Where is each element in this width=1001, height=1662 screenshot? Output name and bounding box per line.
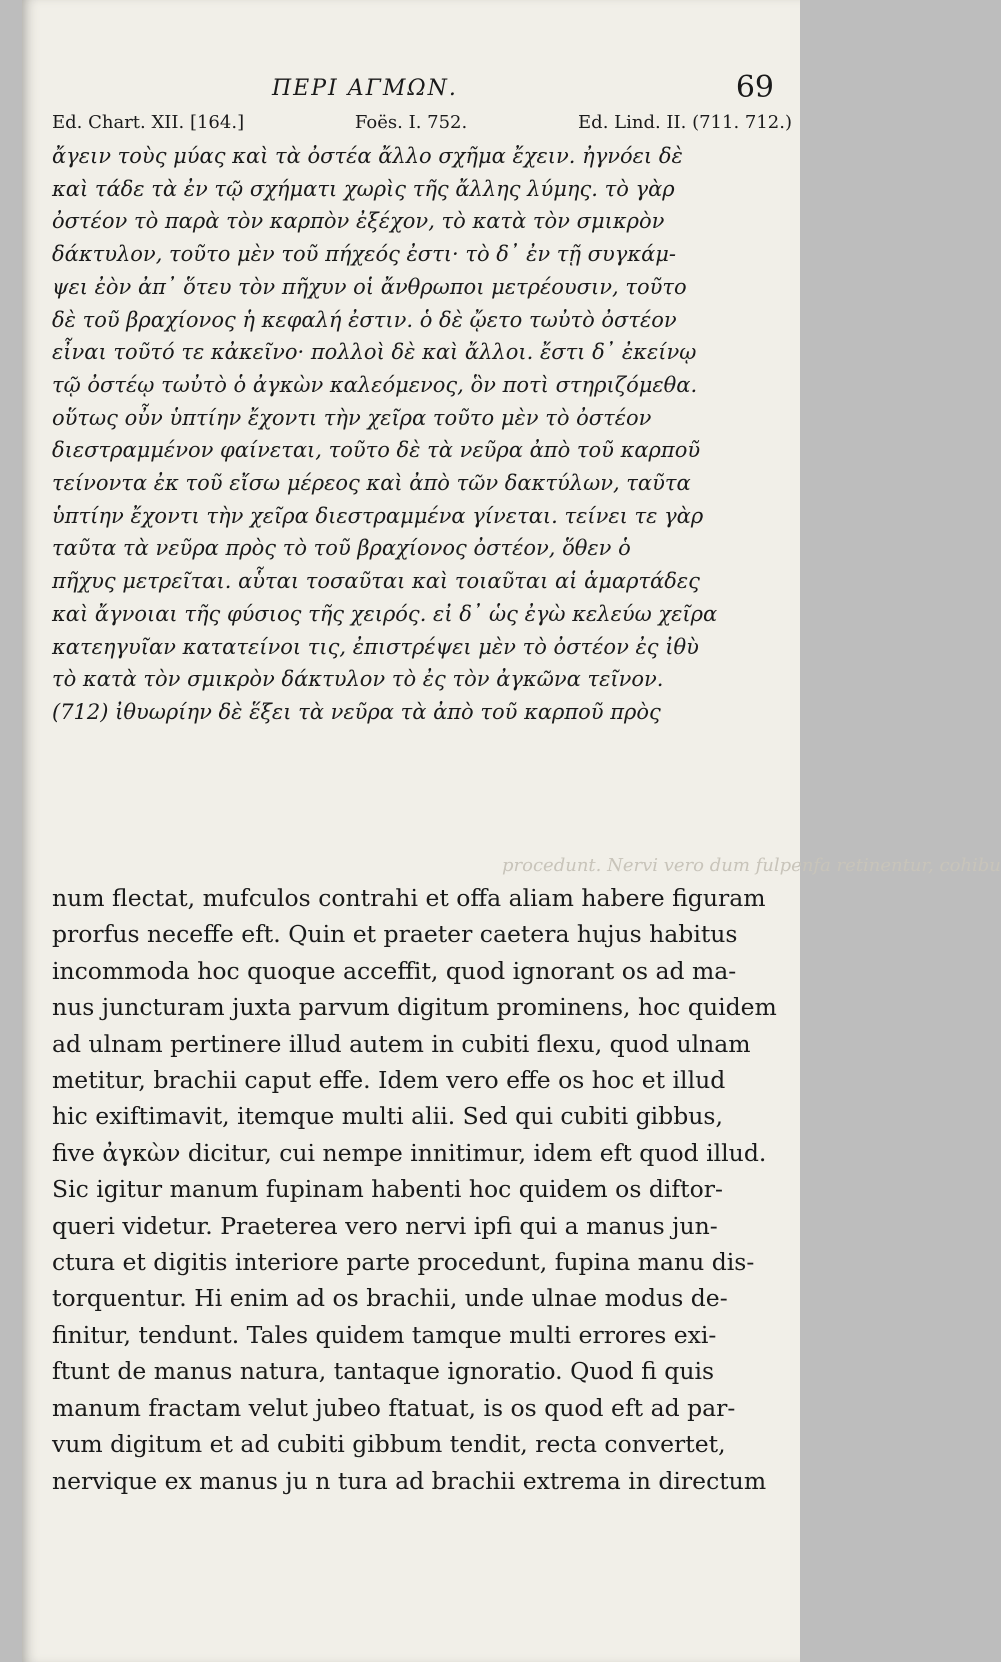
latin-line: finitur, tendunt. Tales quidem tamque multi errores exi- [52, 1320, 717, 1349]
latin-line: ftunt de manus natura, tantaque ignoratio. Quod fi quis [52, 1357, 715, 1386]
greek-line: οὕτως οὖν ὑπτίην ἔχοντι τὴν χεῖρα τοῦτο μὲν τὸ ὀστέον [52, 405, 652, 430]
latin-line: vum digitum et ad cubiti gibbum tendit, recta convertet, [52, 1430, 726, 1459]
edition-lind-ref: Ed. Lind. II. (711. 712.) [578, 112, 792, 133]
latin-line: queri videtur. Praeterea vero nervi ipfi qui a manus jun- [52, 1211, 718, 1240]
latin-line: five ἀγκὼν dicitur, cui nempe innitimur, idem eft quod illud. [52, 1138, 767, 1167]
latin-line: torquentur. Hi enim ad os brachii, unde ulnae modus de- [52, 1284, 728, 1313]
greek-line: πῆχυς μετρεῖται. αὗται τοσαῦται καὶ τοιαῦται αἱ ἁμαρτάδες [52, 569, 700, 594]
greek-line: τῷ ὀστέῳ τωὐτὸ ὁ ἀγκὼν καλεόμενος, ὃν ποτὶ στηριζόμεθα. [52, 372, 698, 397]
greek-line: καὶ τάδε τὰ ἐν τῷ σχήματι χωρὶς τῆς ἄλλης λύμης. τὸ γὰρ [52, 176, 675, 201]
running-head [22, 70, 800, 114]
greek-line: κατεηγυῖαν κατατείνοι τις, ἐπιστρέψει μὲν τὸ ὀστέον ἐς ἰθὺ [52, 634, 699, 659]
greek-line: τείνοντα ἐκ τοῦ εἴσω μέρεος καὶ ἀπὸ τῶν δακτύλων, ταῦτα [52, 471, 691, 496]
latin-line: Sic igitur manum fupinam habenti hoc quidem os diftor- [52, 1175, 723, 1204]
greek-line: ταῦτα τὰ νεῦρα πρὸς τὸ τοῦ βραχίονος ὀστέον, ὅθεν ὁ [52, 536, 631, 561]
book-page [22, 0, 1001, 1662]
greek-line: εἶναι τοῦτό τε κἀκεῖνο· πολλοὶ δὲ καὶ ἄλλοι. ἔστι δ᾽ ἐκείνῳ [52, 340, 697, 365]
greek-line: ὑπτίην ἔχοντι τὴν χεῖρα διεστραμμένα γίνεται. τείνει τε γὰρ [52, 503, 704, 528]
greek-line: ψει ἐὸν ἀπ᾽ ὅτευ τὸν πῆχυν οἱ ἄνθρωποι μετρέουσιν, τοῦτο [52, 274, 687, 299]
greek-line: ὀστέον τὸ παρὰ τὸν καρπὸν ἐξέχον, τὸ κατὰ τὸν σμικρὸν [52, 209, 665, 234]
latin-line: ctura et digitis interiore parte procedunt, fupina manu dis- [52, 1248, 755, 1277]
latin-line: metitur, brachii caput effe. Idem vero effe os hoc et illud [52, 1066, 726, 1095]
latin-line: num flectat, mufculos contrahi et offa aliam habere figuram [52, 884, 766, 912]
running-title: ΠΕΡΙ ΑΓΜΩΝ. [272, 76, 458, 101]
latin-line: prorfus neceffe eft. Quin et praeter caetera hujus habitus [52, 920, 738, 949]
page-number: 69 [735, 70, 774, 105]
greek-line: τὸ κατὰ τὸν σμικρὸν δάκτυλον τὸ ἐς τὸν ἀγκῶνα τεῖνον. [52, 667, 664, 692]
greek-line: (712) ἰθυωρίην δὲ ἕξει τὰ νεῦρα τὰ ἀπὸ τοῦ καρποῦ πρὸς [52, 699, 661, 724]
latin-line: manum fractam velut jubeo ftatuat, is os quod eft ad par- [52, 1393, 736, 1422]
edition-foes-ref: Foës. I. 752. [354, 112, 468, 133]
greek-line: δάκτυλον, τοῦτο μὲν τοῦ πήχεός ἐστι· τὸ δ᾽ ἐν τῇ συγκάμ- [52, 242, 677, 267]
greek-line: καὶ ἄγνοιαι τῆς φύσιος τῆς χειρός. εἰ δ᾽ ὡς ἐγὼ κελεύω χεῖρα [52, 601, 718, 626]
greek-line: διεστραμμένον φαίνεται, τοῦτο δὲ τὰ νεῦρα ἀπὸ τοῦ καρποῦ [52, 438, 701, 463]
latin-line: nus juncturam juxta parvum digitum prominens, hoc quidem [52, 993, 777, 1022]
greek-text [52, 140, 790, 729]
greek-line: δὲ τοῦ βραχίονος ἡ κεφαλή ἐστιν. ὁ δὲ ᾤετο τωὐτὸ ὀστέον [52, 307, 677, 332]
latin-text [52, 880, 792, 1499]
edition-references [52, 112, 792, 133]
latin-line: nervique ex manus ju n tura ad brachii extrema in directum [52, 1466, 767, 1495]
latin-line: hic exiftimavit, itemque multi alii. Sed qui cubiti gibbus, [52, 1102, 723, 1131]
latin-line: incommoda hoc quoque acceffit, quod ignorant os ad ma- [52, 956, 737, 985]
latin-line: ad ulnam pertinere illud autem in cubiti flexu, quod ulnam [52, 1029, 751, 1058]
show-through-text: procedunt. Nervi vero dum fulpenfa retinentur, cohibu [502, 855, 1001, 876]
greek-line: ἄγειν τοὺς μύας καὶ τὰ ὀστέα ἄλλο σχῆμα ἔχειν. ἠγνόει δὲ [52, 144, 683, 168]
edition-chart-ref: Ed. Chart. XII. [164.] [52, 112, 245, 133]
